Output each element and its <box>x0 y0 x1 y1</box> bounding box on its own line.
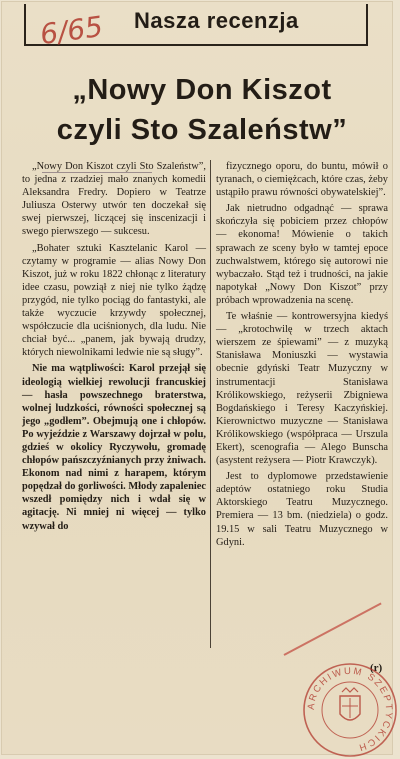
handwritten-note: 6/65 <box>38 9 105 52</box>
article-column-left <box>22 160 206 533</box>
headline-line-1: „Nowy Don Kiszot <box>72 74 332 106</box>
article-paragraph: Te właśnie — kontrowersyjna kiedyś — „krotochwilę w trzech aktach wierszem ze śpiewami” — z muzyką Stanisława Moniuszki — wystawia obecnie gdyński Teatr Muzyczny w instrumentacji Stanisława Królikowskiego, reżyserii Zbigniewa Bogdańskiego i Teresy Kaczyńskiej. Kierownictwo muzyczne — Stanisława Królikowskiego (współpraca — Urszula Ekert), scenografia — Alego Bunscha (asystent reżysera — Piotr Krawczyk). <box>216 311 388 467</box>
article-paragraph: fizycznego oporu, do buntu, mówił o tyranach, o ciemiężcach, które czas, żeby ustąpiło prawu równości obywatelskiej”. <box>216 161 388 199</box>
article-paragraph: Jest to dyplomowe przedstawienie adeptów ostatniego roku Studia Aktorskiego Teatru Muzycznego. Premiera — 13 bm. (niedziela) o godz. 19.15 w sali Teatru Muzycznego w Gdyni. <box>216 471 388 548</box>
author-signature: (r) <box>370 662 383 674</box>
archive-stamp <box>302 662 398 758</box>
article-paragraph: „Bohater sztuki Kasztelanic Karol — czytamy w programie — alias Nowy Don Kiszot, już w roku 1822 chłonąc z literatury idee czasu, powziął z niej nie tylko żądzę przygód, nie tylko pociąg do fantastyki, ale także wyczucie krzywdy społecznej, współczucie dla uciśnionych, dla ludu. Nie chciał być... „panem, jak bywają drudzy, których niewolnikami ledwie nie są sługy”. <box>22 242 206 359</box>
article-paragraph: „Nowy Don Kiszot czyli Sto Szaleństw”, to jedna z rzadziej mało znanych komedii Aleksandra Fredry. Dopiero w Teatrze Juliusza Osterwy utwór ten doczekał się swej pierwszej, liczącej się inscenizacji i swego pierwszego — sukcesu. <box>22 161 206 238</box>
section-label: Nasza recenzja <box>134 8 299 33</box>
headline-line-2: czyli Sto Szaleństw” <box>56 114 348 146</box>
newspaper-clipping <box>2 2 395 754</box>
red-pencil-mark <box>284 602 382 655</box>
column-divider <box>210 160 211 648</box>
article-paragraph: Nie ma wątpliwości: Karol przejął się ideologią wielkiej rewolucji francuskiej — hasła powszechnego braterstwa, wolnej ludzkości, równości społecznej są jego „godłem”. Obejmują one i chłopów. Po wyjeździe z Warszawy dojrzał w polu, gdzieś w okolicy Ryczywołu, gromadę chłopów pańszczyźnianych przy żniwach. Ekonom nad nimi z harapem, którym popędzał do gorliwości. Młody zapaleniec wszedł pomiędzy nich i wdał się w agitację. Ni mniej ni więcej — tylko wzywał do <box>22 363 206 532</box>
article-column-right <box>216 160 388 549</box>
article-paragraph: Jak nietrudno odgadnąć — sprawa skończyła się pobiciem przez chłopów — ekonoma! Mówienie o takich sprawach ze sceny było w tamtej epoce zuchwalstwem, którego się autorowi nie wybaczało. Stąd też i trudności, na jakie napotykał „Nowy Don Kiszot” przy próbach wprowadzenia na scenę. <box>216 203 388 306</box>
stamp-text: ARCHIWUM SZEPTYCKICH <box>305 665 395 754</box>
coat-of-arms-icon <box>340 688 360 720</box>
